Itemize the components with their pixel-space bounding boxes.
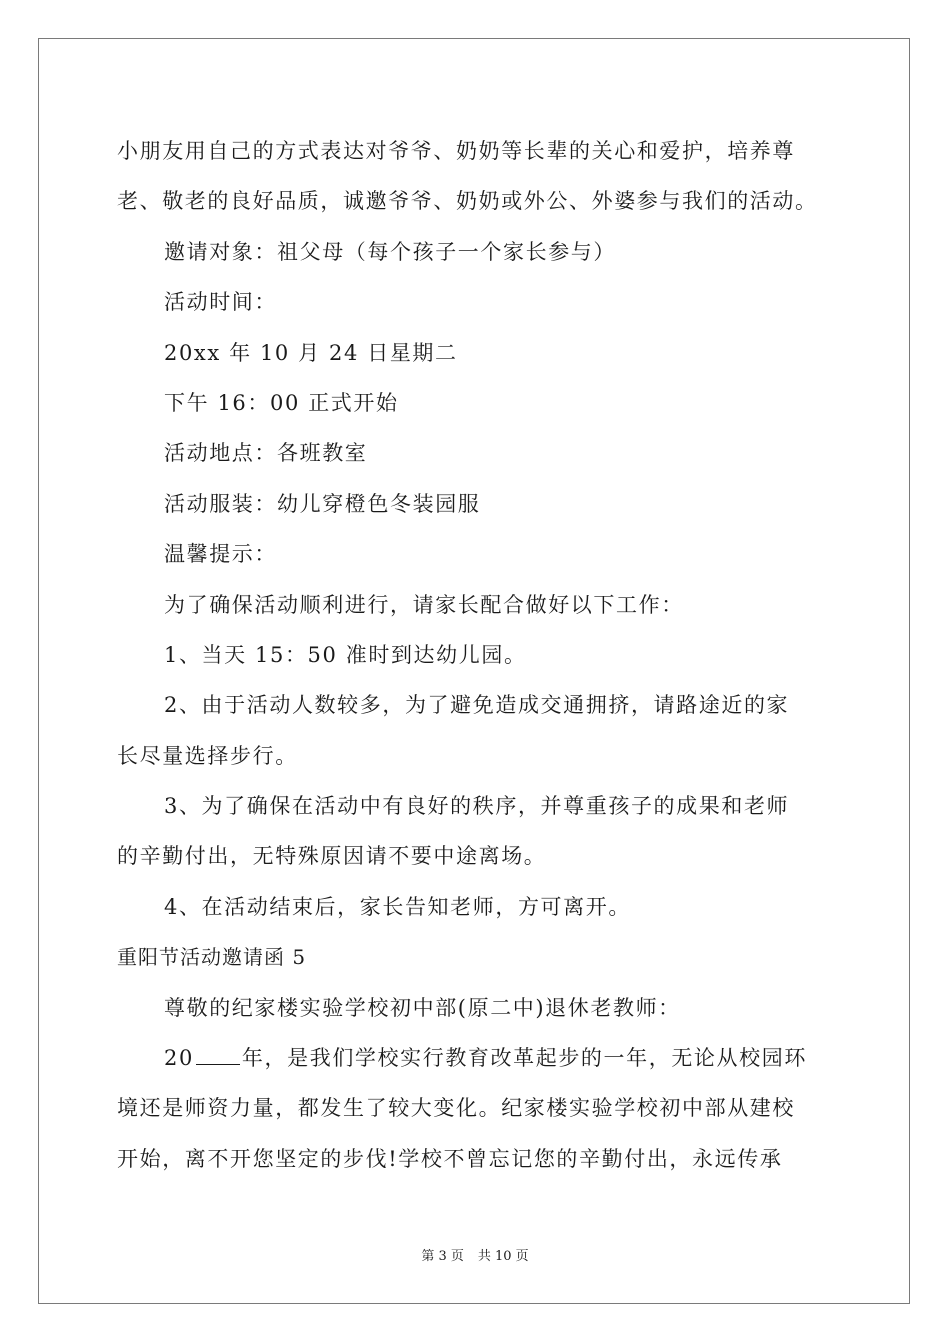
- document-body: [117, 126, 837, 1184]
- tip-item-3: 3、为了确保在活动中有良好的秩序，并尊重孩子的成果和老师: [164, 794, 790, 819]
- total-pages: 共 10 页: [477, 1249, 529, 1264]
- activity-dress-line: 活动服装：幼儿穿橙色冬装园服: [164, 491, 481, 516]
- tip-item-4: 4、在活动结束后，家长告知老师，方可离开。: [164, 894, 631, 919]
- activity-date-line: 20xx 年 10 月 24 日星期二: [164, 340, 458, 365]
- page-number: 第 3 页: [421, 1249, 464, 1264]
- activity-time-label: 活动时间：: [164, 290, 277, 315]
- year-prefix: 20: [164, 1046, 194, 1071]
- invite-target-line: 邀请对象：祖父母（每个孩子一个家长参与）: [164, 239, 616, 264]
- tip-item-2: 2、由于活动人数较多，为了避免造成交通拥挤，请路途近的家: [164, 693, 790, 718]
- paragraph-text: 年，是我们学校实行教育改革起步的一年，无论从校园环: [241, 1046, 807, 1071]
- fill-in-blank: [196, 1046, 240, 1065]
- letter-paragraph-start: [117, 1033, 837, 1083]
- tip-item-3-cont: 的辛勤付出，无特殊原因请不要中途离场。: [117, 844, 547, 869]
- text-line: 境还是师资力量，都发生了较大变化。纪家楼实验学校初中部从建校: [117, 1096, 795, 1121]
- tip-item-2-cont: 长尽量选择步行。: [117, 743, 298, 768]
- text-line: 开始，离不开您坚定的步伐!学校不曾忘记您的辛勤付出，永远传承: [117, 1146, 783, 1171]
- tip-item-1: 1、当天 15：50 准时到达幼儿园。: [164, 642, 527, 667]
- letter-salutation: 尊敬的纪家楼实验学校初中部(原二中)退休老教师：: [164, 995, 681, 1020]
- text-line: 小朋友用自己的方式表达对爷爷、奶奶等长辈的关心和爱护，培养尊: [117, 139, 795, 163]
- activity-location-line: 活动地点：各班教室: [164, 441, 368, 466]
- tips-label: 温馨提示：: [164, 542, 277, 567]
- section-heading: 重阳节活动邀请函 5: [117, 945, 307, 970]
- tips-intro-line: 为了确保活动顺利进行，请家长配合做好以下工作：: [164, 592, 684, 617]
- page-footer: [0, 1245, 950, 1264]
- activity-start-line: 下午 16：00 正式开始: [164, 390, 399, 415]
- text-line: 老、敬老的良好品质，诚邀爷爷、奶奶或外公、外婆参与我们的活动。: [117, 189, 818, 214]
